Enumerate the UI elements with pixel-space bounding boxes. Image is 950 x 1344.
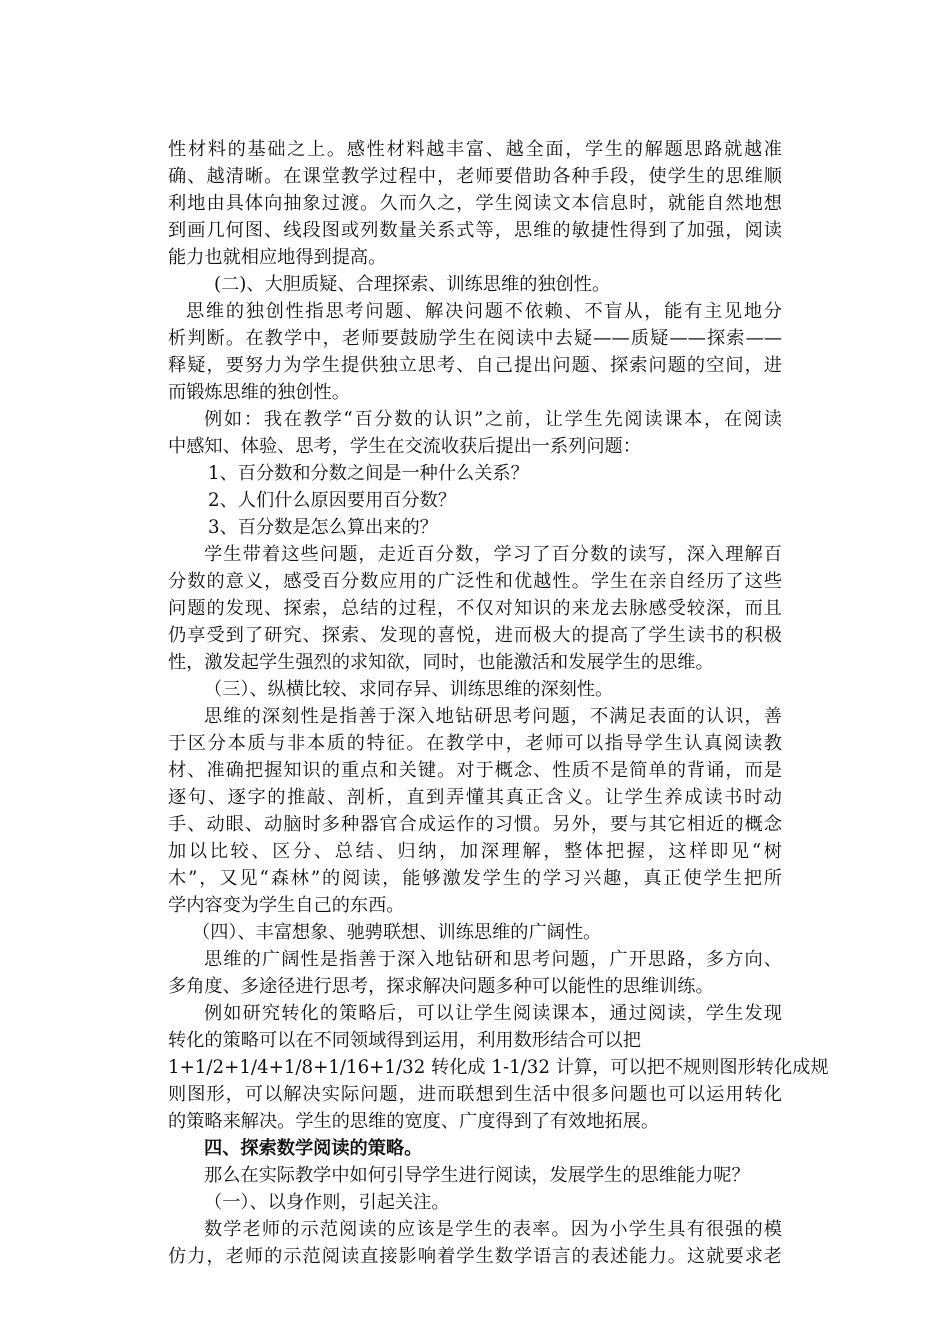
text-line: 手、动眼、动脑时多种器官合成运作的习惯。另外，要与其它相近的概念	[168, 814, 782, 835]
text-line: 析判断。在教学中，老师要鼓励学生在阅读中去疑——质疑——探索——	[168, 328, 782, 349]
text-line: 于区分本质与非本质的特征。在教学中，老师可以指导学生认真阅读教	[168, 733, 782, 754]
text-line: 逐句、逐字的推敲、剖析，直到弄懂其真正含义。让学生养成读书时动	[168, 787, 782, 808]
text-line: 性，激发起学生强烈的求知欲，同时，也能激活和发展学生的思维。	[168, 652, 714, 673]
text-line: 到画几何图、线段图或列数量关系式等，思维的敏捷性得到了加强，阅读	[168, 220, 782, 241]
text-line: 材、准确把握知识的重点和关键。对于概念、性质不是简单的背诵，而是	[168, 760, 782, 781]
section-heading: （四）、丰富想象、驰骋联想、训练思维的广阔性。	[192, 922, 602, 943]
list-item: 3、百分数是怎么算出来的？	[208, 517, 438, 538]
text-line: 那么在实际教学中如何引导学生进行阅读，发展学生的思维能力呢？	[204, 1165, 750, 1186]
section-heading: (二)、大胆质疑、合理探索、训练思维的独创性。	[214, 274, 611, 295]
text-line: 木”，又见“森林”的阅读，能够激发学生的学习兴趣，真正使学生把所	[168, 868, 782, 889]
text-line: 中感知、体验、思考，学生在交流收获后提出一系列问题：	[168, 436, 641, 457]
text-line: 的策略来解决。学生的思维的宽度、广度得到了有效地拓展。	[168, 1111, 660, 1132]
text-line: 思维的广阔性是指善于深入地钻研和思考问题，广开思路，多方向、	[204, 949, 782, 970]
text-line: 思维的深刻性是指善于深入地钻研思考问题，不满足表面的认识，善	[204, 706, 782, 727]
list-item: 2、人们什么原因要用百分数？	[208, 490, 457, 511]
text-line: 而锻炼思维的独创性。	[168, 382, 350, 403]
text-line: 仍享受到了研究、探索、发现的喜悦，进而极大的提高了学生读书的积极	[168, 625, 782, 646]
text-line: 数学老师的示范阅读的应该是学生的表率。因为小学生具有很强的模	[204, 1219, 782, 1240]
text-line: 学生带着这些问题，走近百分数，学习了百分数的读写，深入理解百	[204, 544, 782, 565]
list-item: 1、百分数和分数之间是一种什么关系？	[208, 463, 529, 484]
text-line: 多角度、多途径进行思考，探求解决问题多种可以能性的思维训练。	[168, 976, 714, 997]
text-line: 加以比较、区分、总结、归纳，加深理解，整体把握，这样即见“树	[168, 841, 782, 862]
text-line: 学内容变为学生自己的东西。	[168, 895, 405, 916]
text-line: 能力也就相应地得到提高。	[168, 247, 387, 268]
text-line: 利地由具体向抽象过渡。久而久之，学生阅读文本信息时，就能自然地想	[168, 193, 782, 214]
section-heading: （一）、以身作则，引起关注。	[204, 1192, 450, 1213]
text-line: 性材料的基础之上。感性材料越丰富、越全面，学生的解题思路就越准	[168, 139, 782, 160]
text-line: 问题的发现、探索，总结的过程，不仅对知识的来龙去脉感受较深，而且	[168, 598, 782, 619]
text-line: 转化的策略可以在不同领域得到运用，利用数形结合可以把	[168, 1030, 641, 1051]
section-heading: 四、探索数学阅读的策略。	[204, 1138, 423, 1159]
text-line: 确、越清晰。在课堂教学过程中，老师要借助各种手段，使学生的思维顺	[168, 166, 782, 187]
text-line: 思维的独创性指思考问题、解决问题不依赖、不盲从，能有主见地分	[186, 301, 782, 322]
text-line: 分数的意义，感受百分数应用的广泛性和优越性。学生在亲自经历了这些	[168, 571, 782, 592]
text-line: 例如：我在教学“百分数的认识”之前，让学生先阅读课本，在阅读	[204, 409, 782, 430]
document-page	[168, 136, 829, 1270]
text-line: 例如研究转化的策略后，可以让学生阅读课本，通过阅读，学生发现	[204, 1003, 782, 1024]
text-line: 释疑，要努力为学生提供独立思考、自己提出问题、探索问题的空间，进	[168, 355, 782, 376]
section-heading: （三）、纵横比较、求同存异、训练思维的深刻性。	[204, 679, 614, 700]
text-line: 仿力，老师的示范阅读直接影响着学生数学语言的表述能力。这就要求老	[168, 1246, 782, 1267]
text-line: 则图形，可以解决实际问题，进而联想到生活中很多问题也可以运用转化	[168, 1084, 782, 1105]
text-line: 1+1/2+1/4+1/8+1/16+1/32 转化成 1-1/32 计算，可以把不规则图形转化成规	[168, 1057, 829, 1078]
